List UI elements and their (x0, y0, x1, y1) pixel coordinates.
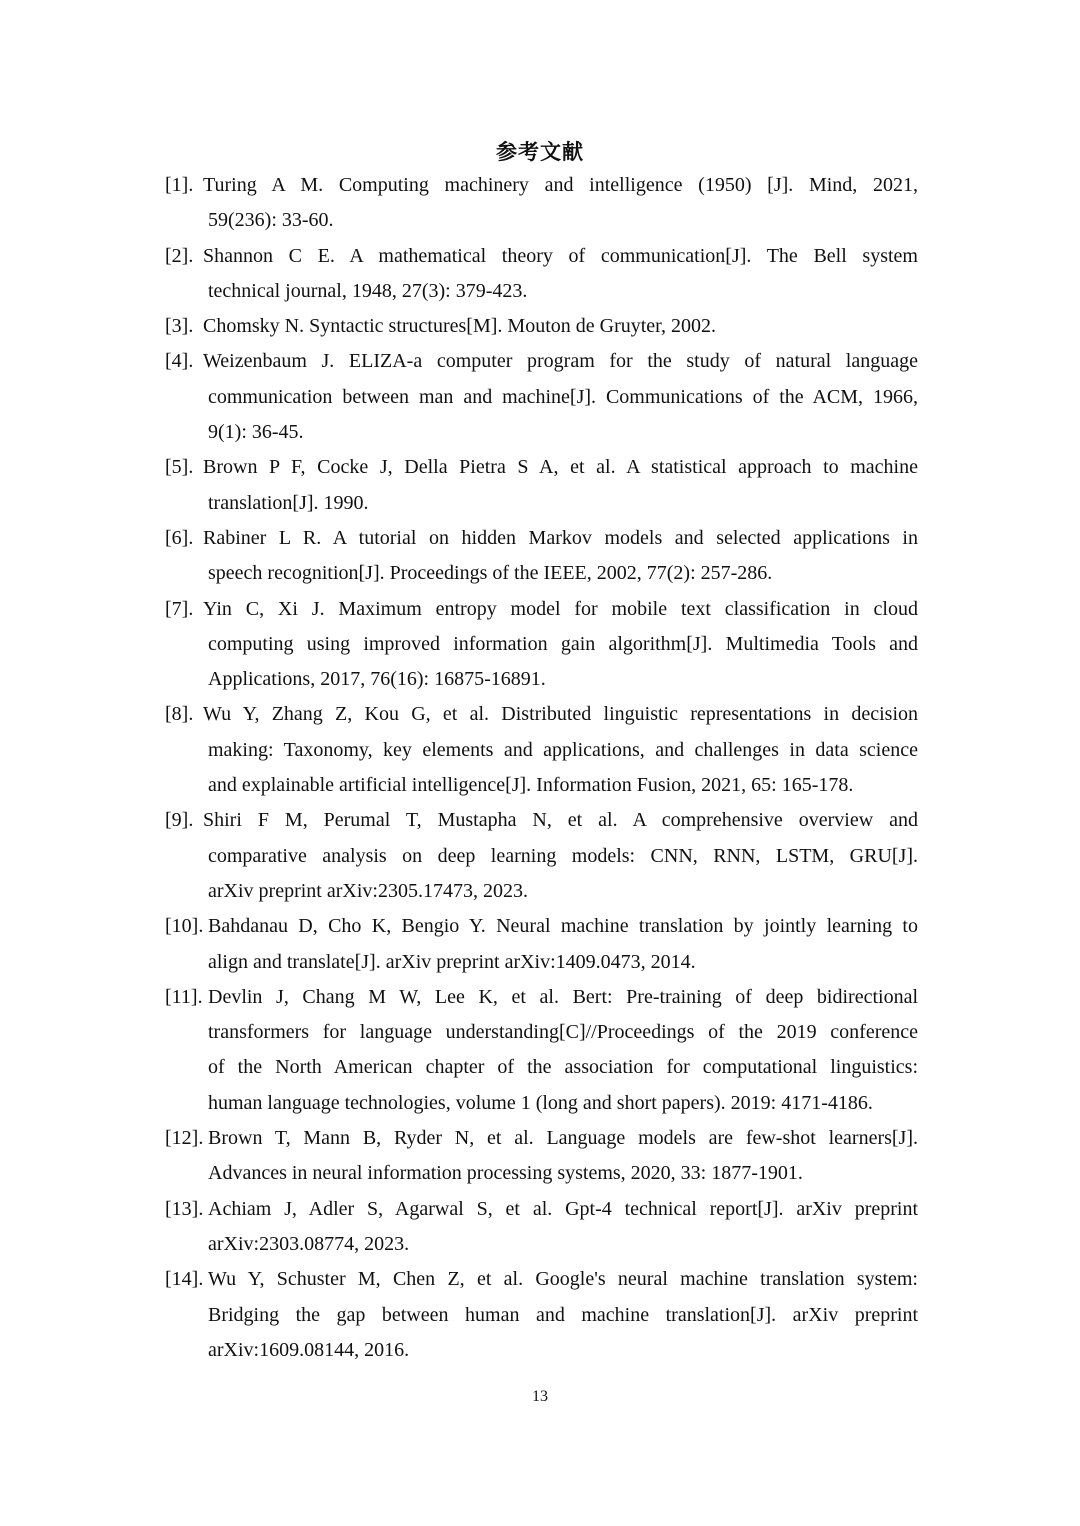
reference-number: [5]. (165, 456, 194, 479)
reference-first-line (165, 521, 918, 556)
reference-first-line (165, 803, 918, 838)
reference-text: communication between man and machine[J]. Communications of the ACM, 1966, (208, 385, 918, 408)
reference-text: Wu Y, Schuster M, Chen Z, et al. Google's neural machine translation system: (208, 1268, 918, 1291)
reference-item (165, 1192, 918, 1263)
reference-first-line (165, 909, 918, 944)
page-number: 13 (532, 1388, 548, 1405)
reference-first-line (165, 344, 918, 379)
reference-text: Turing A M. Computing machinery and intelligence (1950) [J]. Mind, 2021, (203, 174, 918, 196)
reference-continuation-line (165, 662, 918, 697)
reference-first-line (165, 1121, 918, 1156)
reference-continuation-line (165, 556, 918, 591)
reference-continuation-line (165, 1156, 918, 1191)
reference-text: arXiv:2303.08774, 2023. (208, 1232, 410, 1255)
reference-item (165, 980, 918, 1121)
reference-text: translation[J]. 1990. (208, 491, 369, 514)
reference-item (165, 309, 918, 344)
reference-item (165, 1262, 918, 1368)
reference-first-line (165, 592, 918, 627)
reference-continuation-line (165, 1333, 918, 1368)
reference-continuation-line (165, 733, 918, 768)
reference-text: Wu Y, Zhang Z, Kou G, et al. Distributed linguistic representations in decision (203, 703, 918, 726)
reference-item (165, 239, 918, 310)
reference-continuation-line (165, 627, 918, 662)
reference-number: [14]. (165, 1268, 204, 1291)
reference-text: and explainable artificial intelligence[J]. Information Fusion, 2021, 65: 165-178. (208, 774, 854, 797)
reference-first-line (165, 239, 918, 274)
reference-text: Brown P F, Cocke J, Della Pietra S A, et al. A statistical approach to machine (203, 456, 918, 479)
reference-number: [12]. (165, 1127, 204, 1150)
reference-item (165, 521, 918, 592)
reference-first-line (165, 450, 918, 485)
reference-number: [4]. (165, 350, 194, 373)
reference-text: arXiv:1609.08144, 2016. (208, 1338, 410, 1361)
reference-list (165, 168, 918, 1368)
reference-text: 59(236): 33-60. (208, 209, 334, 232)
reference-text: Weizenbaum J. ELIZA-a computer program for the study of natural language (203, 350, 918, 373)
reference-text: Advances in neural information processing systems, 2020, 33: 1877-1901. (208, 1162, 803, 1185)
reference-text: 9(1): 36-45. (208, 421, 304, 444)
reference-continuation-line (165, 203, 918, 238)
reference-first-line (165, 697, 918, 732)
reference-continuation-line (165, 380, 918, 415)
reference-continuation-line (165, 1050, 918, 1085)
reference-number: [8]. (165, 703, 194, 726)
reference-text: Shiri F M, Perumal T, Mustapha N, et al. A comprehensive overview and (203, 809, 918, 832)
reference-first-line (165, 168, 918, 203)
reference-continuation-line (165, 874, 918, 909)
reference-first-line (165, 309, 918, 344)
reference-item (165, 168, 918, 239)
reference-continuation-line (165, 768, 918, 803)
reference-text: Rabiner L R. A tutorial on hidden Markov models and selected applications in (203, 526, 918, 549)
reference-continuation-line (165, 415, 918, 450)
reference-text: Shannon C E. A mathematical theory of communication[J]. The Bell system (203, 244, 918, 267)
reference-continuation-line (165, 1227, 918, 1262)
reference-number: [13]. (165, 1197, 204, 1220)
reference-continuation-line (165, 1298, 918, 1333)
reference-text: Achiam J, Adler S, Agarwal S, et al. Gpt-4 technical report[J]. arXiv preprint (208, 1197, 918, 1220)
reference-item (165, 803, 918, 909)
reference-text: arXiv preprint arXiv:2305.17473, 2023. (208, 879, 528, 902)
reference-item (165, 697, 918, 803)
reference-text: speech recognition[J]. Proceedings of the IEEE, 2002, 77(2): 257-286. (208, 562, 773, 585)
reference-text: human language technologies, volume 1 (long and short papers). 2019: 4171-4186. (208, 1091, 873, 1114)
reference-continuation-line (165, 1086, 918, 1121)
reference-text: Yin C, Xi J. Maximum entropy model for mobile text classification in cloud (203, 597, 918, 620)
reference-first-line (165, 1262, 918, 1297)
reference-continuation-line (165, 274, 918, 309)
reference-text: computing using improved information gain algorithm[J]. Multimedia Tools and (208, 632, 918, 655)
reference-item (165, 344, 918, 450)
reference-item (165, 450, 918, 521)
reference-continuation-line (165, 945, 918, 980)
reference-text: Brown T, Mann B, Ryder N, et al. Language models are few-shot learners[J]. (208, 1127, 918, 1150)
reference-text: align and translate[J]. arXiv preprint arXiv:1409.0473, 2014. (208, 950, 696, 973)
reference-text: of the North American chapter of the association for computational linguistics: (208, 1056, 918, 1079)
reference-text: making: Taxonomy, key elements and applications, and challenges in data science (208, 738, 918, 761)
reference-text: Bridging the gap between human and machine translation[J]. arXiv preprint (208, 1303, 918, 1326)
reference-number: [2]. (165, 244, 194, 267)
reference-text: Bahdanau D, Cho K, Bengio Y. Neural machine translation by jointly learning to (208, 915, 918, 938)
reference-text: transformers for language understanding[C]//Proceedings of the 2019 conference (208, 1021, 918, 1044)
reference-number: [1]. (165, 174, 194, 196)
reference-continuation-line (165, 486, 918, 521)
reference-number: [11]. (165, 985, 203, 1008)
reference-number: [6]. (165, 526, 194, 549)
reference-text: Applications, 2017, 76(16): 16875-16891. (208, 668, 546, 691)
reference-continuation-line (165, 839, 918, 874)
reference-number: [9]. (165, 809, 194, 832)
reference-text: technical journal, 1948, 27(3): 379-423. (208, 279, 528, 302)
reference-item (165, 1121, 918, 1192)
reference-first-line (165, 1192, 918, 1227)
reference-number: [10]. (165, 915, 204, 938)
references-heading: 参考文献 (496, 140, 584, 164)
reference-text: comparative analysis on deep learning models: CNN, RNN, LSTM, GRU[J]. (208, 844, 918, 867)
reference-number: [7]. (165, 597, 194, 620)
reference-number: [3]. (165, 315, 194, 338)
reference-first-line (165, 980, 918, 1015)
reference-item (165, 592, 918, 698)
reference-item (165, 909, 918, 980)
reference-text: Chomsky N. Syntactic structures[M]. Mouton de Gruyter, 2002. (203, 315, 717, 338)
reference-text: Devlin J, Chang M W, Lee K, et al. Bert: Pre-training of deep bidirectional (208, 985, 918, 1008)
reference-continuation-line (165, 1015, 918, 1050)
